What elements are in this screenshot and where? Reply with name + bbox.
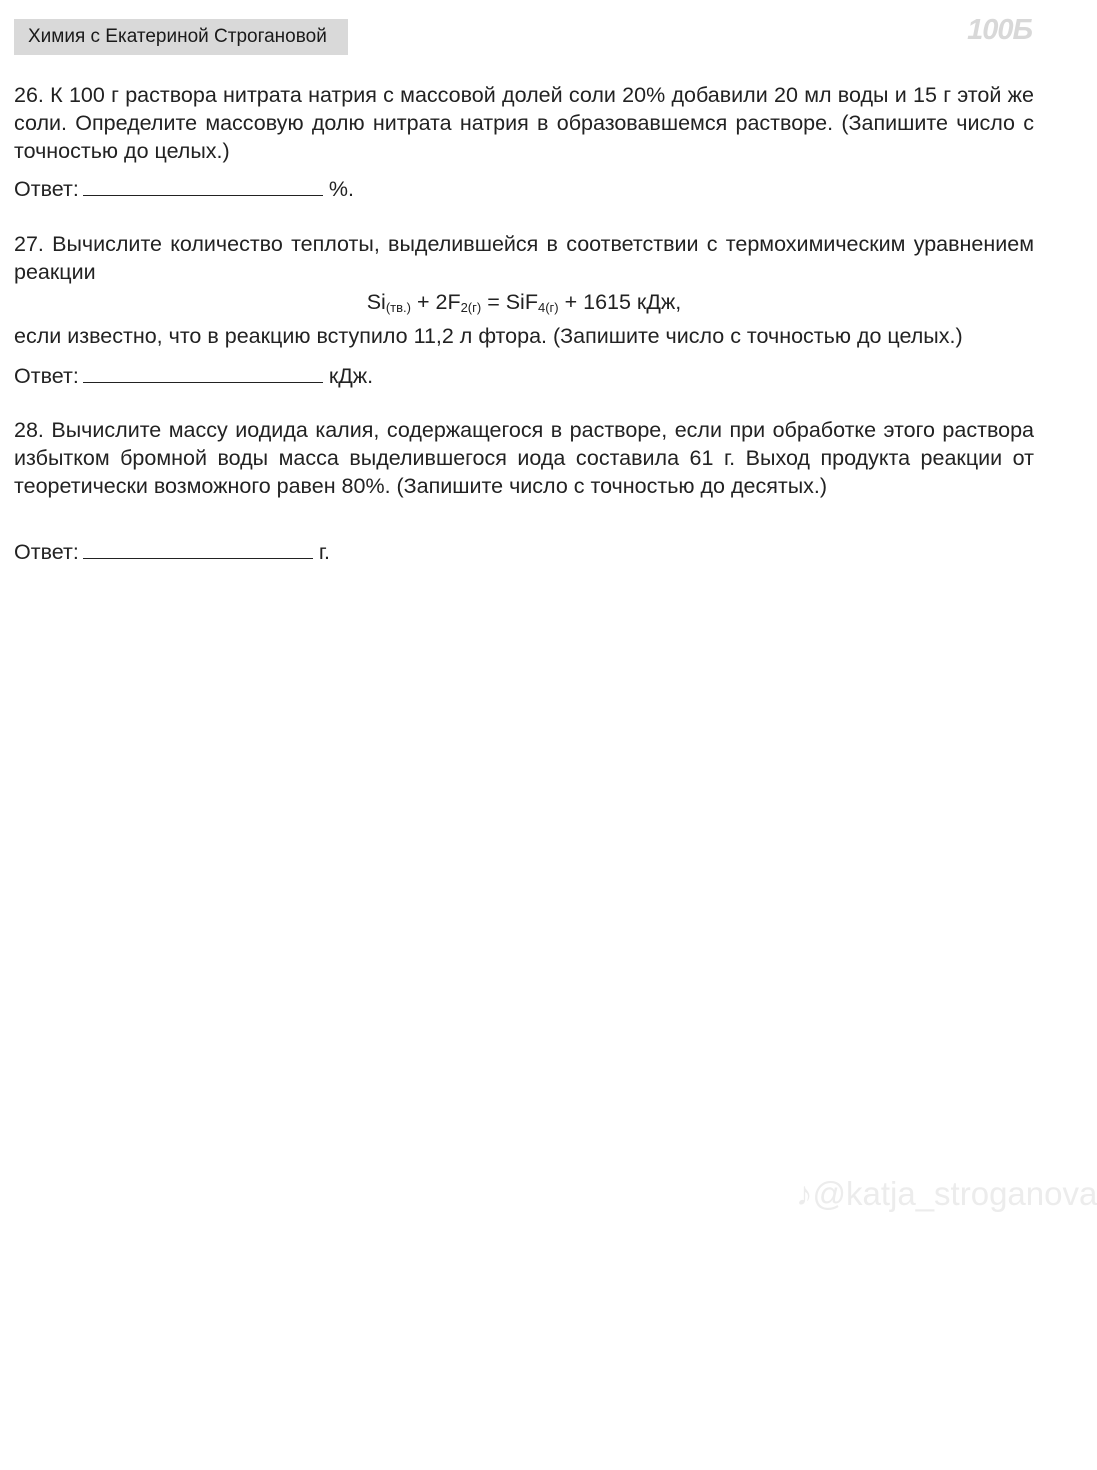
equation-sif4-state: 4(г)	[537, 300, 559, 315]
task-27-continuation	[14, 322, 1034, 350]
task-28-answer	[14, 538, 330, 566]
answer-label: Ответ:	[14, 177, 79, 201]
header-badge: Химия с Екатериной Строгановой	[14, 19, 348, 55]
page-code: 100Б	[967, 14, 1032, 46]
task-27-text: 27. Вычислите количество теплоты, выделившейся в соответствии с термохимическим уравнением реакции	[14, 232, 1034, 284]
task-26-text: 26. К 100 г раствора нитрата натрия с массовой долей соли 20% добавили 20 мл воды и 15 г этой же соли. Определите массовую долю нитрата натрия в образовавшемся растворе. (Запишите число с точностью до целых.)	[14, 83, 1034, 163]
reaction-equation	[0, 288, 1048, 316]
task-28	[14, 416, 1034, 500]
answer-label: Ответ:	[14, 364, 79, 388]
task-27	[14, 230, 1034, 286]
answer-unit: кДж.	[328, 364, 374, 388]
answer-label: Ответ:	[14, 540, 79, 564]
task-27-answer	[14, 362, 373, 390]
task-28-text: 28. Вычислите массу иодида калия, содержащегося в растворе, если при обработке этого раствора избытком бромной воды масса выделившегося иода составила 61 г. Выход продукта реакции от теоретически возможного равен 80%. (Запишите число с точностью до десятых.)	[14, 418, 1034, 498]
answer-unit: г.	[318, 540, 331, 564]
answer-blank	[83, 175, 323, 196]
task-27-text-after: если известно, что в реакцию вступило 11,2 л фтора. (Запишите число с точностью до целых.)	[14, 324, 963, 348]
watermark: ♪@katja_stroganova	[796, 1175, 1097, 1212]
equation-f2: + 2F	[410, 290, 461, 314]
answer-blank	[83, 362, 323, 383]
equation-sif4: = SiF	[481, 290, 538, 314]
equation-heat: + 1615 кДж,	[558, 290, 682, 314]
task-26-answer	[14, 175, 354, 203]
equation-si: Si	[366, 290, 386, 314]
task-26	[14, 81, 1034, 165]
answer-unit: %.	[328, 177, 354, 201]
equation-si-state: (тв.)	[385, 300, 411, 315]
equation-f2-state: 2(г)	[460, 300, 482, 315]
answer-blank	[83, 538, 313, 559]
